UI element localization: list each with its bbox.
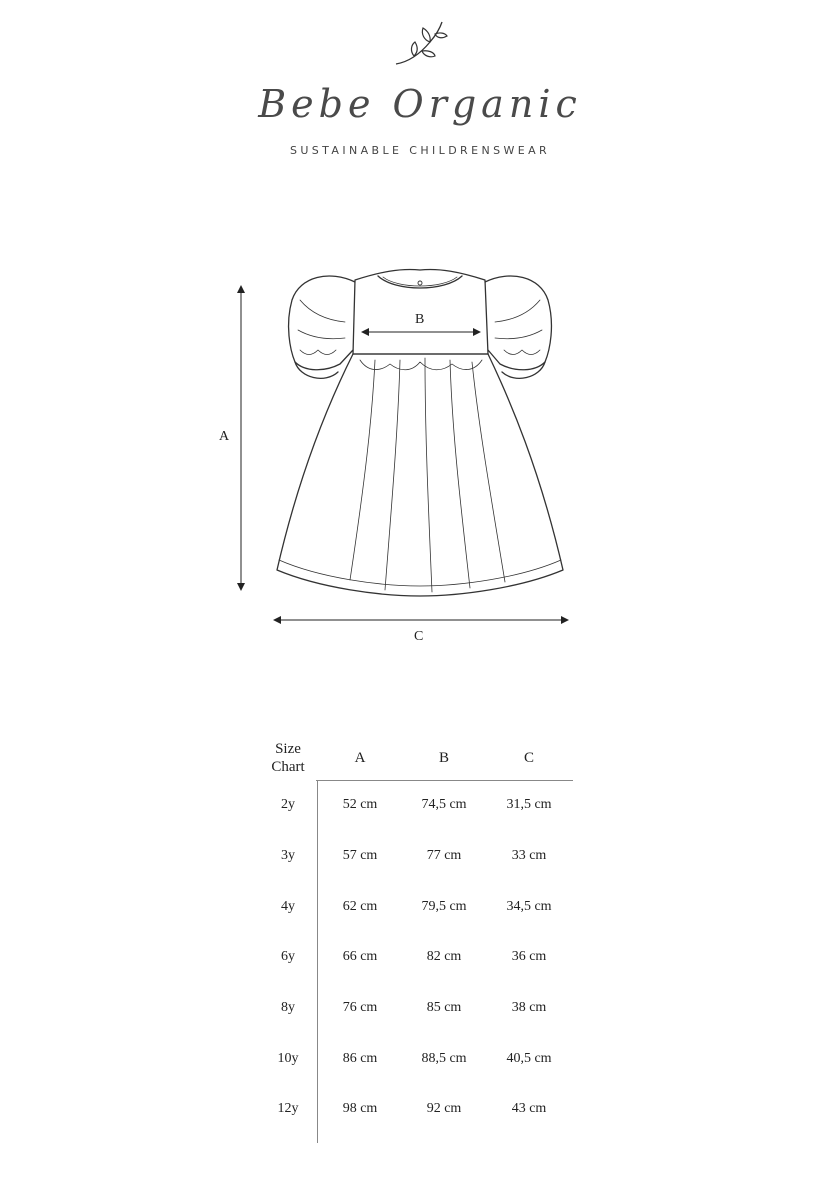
column-header-a: A xyxy=(354,749,366,766)
brand-tagline: SUSTAINABLE CHILDRENSWEAR xyxy=(289,144,551,157)
measurement-a-cell: 52 cm xyxy=(342,797,378,813)
size-chart-label-line2: Chart xyxy=(271,759,305,775)
measurement-a-cell: 98 cm xyxy=(342,1101,378,1117)
table-row xyxy=(258,932,572,983)
measurement-b-cell: 85 cm xyxy=(426,1000,462,1016)
size-cell: 10y xyxy=(277,1050,299,1066)
measurement-b-cell: 88,5 cm xyxy=(421,1050,467,1066)
size-chart-corner-label xyxy=(258,736,318,780)
measurement-c-cell: 36 cm xyxy=(511,949,547,965)
size-cell: 8y xyxy=(281,1000,295,1016)
measurement-b-cell: 77 cm xyxy=(426,848,462,864)
table-size-column-divider xyxy=(317,780,318,1143)
measurement-a-cell: 76 cm xyxy=(342,1000,378,1016)
size-cell: 4y xyxy=(281,898,295,914)
table-header-divider xyxy=(316,780,573,781)
measurement-a-cell: 66 cm xyxy=(342,949,378,965)
dimension-c-label: C xyxy=(414,629,424,644)
dimension-a-label: A xyxy=(219,429,230,444)
measurement-a-cell: 57 cm xyxy=(342,848,378,864)
table-row xyxy=(258,983,572,1034)
table-row xyxy=(258,780,572,831)
measurement-c-cell: 43 cm xyxy=(511,1101,547,1117)
measurement-c-cell: 40,5 cm xyxy=(506,1050,552,1066)
table-row xyxy=(258,1033,572,1084)
dimension-b-label: B xyxy=(415,312,425,327)
measurement-a-cell: 62 cm xyxy=(342,898,378,914)
measurement-b-cell: 79,5 cm xyxy=(421,898,467,914)
measurement-b-cell: 74,5 cm xyxy=(421,797,467,813)
table-row xyxy=(258,1084,572,1135)
measurement-b-cell: 92 cm xyxy=(426,1101,462,1117)
table-header-row xyxy=(258,736,572,780)
size-cell: 12y xyxy=(277,1101,299,1117)
table-row xyxy=(258,881,572,932)
measurement-c-cell: 31,5 cm xyxy=(506,797,552,813)
table-row xyxy=(258,831,572,882)
size-chart-label-line1: Size xyxy=(275,741,301,757)
brand-name: Bebe Organic xyxy=(258,82,582,126)
column-header-b: B xyxy=(438,749,449,766)
measurement-a-cell: 86 cm xyxy=(342,1050,378,1066)
size-cell: 2y xyxy=(281,797,295,813)
size-chart-table xyxy=(258,736,572,1135)
measurement-c-cell: 38 cm xyxy=(511,1000,547,1016)
measurement-b-cell: 82 cm xyxy=(426,949,462,965)
measurement-c-cell: 33 cm xyxy=(511,848,547,864)
measurement-c-cell: 34,5 cm xyxy=(506,898,552,914)
size-cell: 3y xyxy=(281,848,295,864)
column-header-c: C xyxy=(523,749,534,766)
size-cell: 6y xyxy=(281,949,295,965)
